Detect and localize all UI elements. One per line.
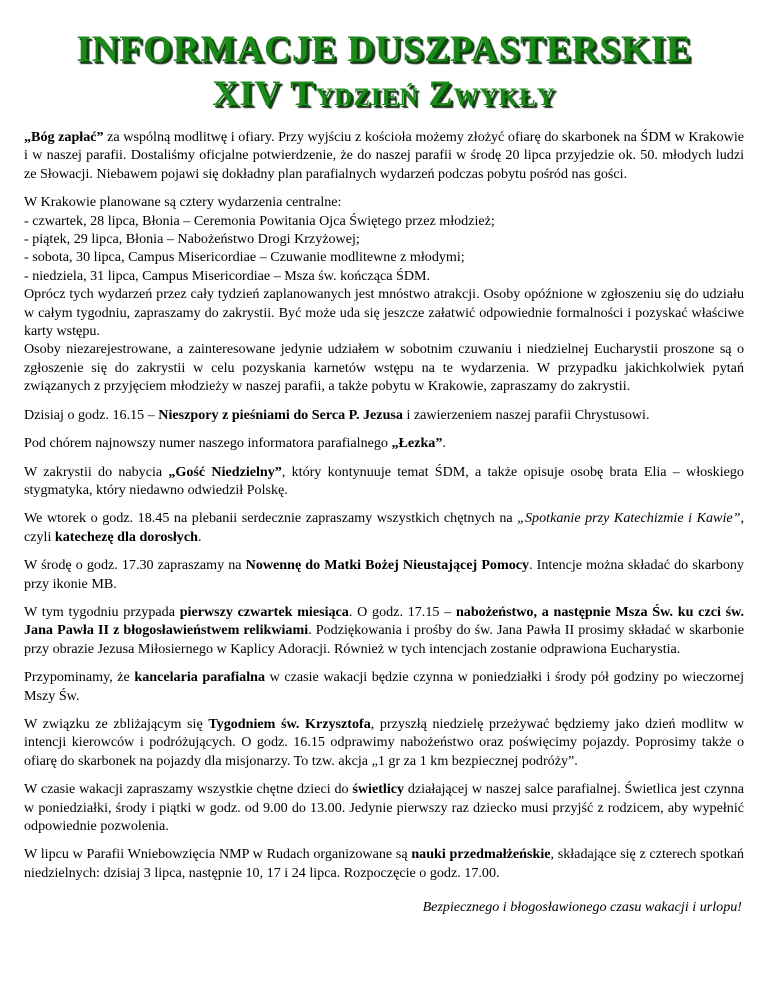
text: . (442, 435, 446, 452)
announcement-gosc (24, 463, 744, 500)
announcement-first-thursday (24, 603, 744, 658)
announcement-st-christopher (24, 715, 744, 770)
bold-text: „Gość Niedzielny” (168, 463, 282, 480)
bold-text: nauki przedmałżeńskie (411, 846, 551, 863)
text: W zakrystii do nabycia (24, 463, 169, 480)
page-subtitle: XIV Tydzień Zwykły (212, 73, 556, 113)
announcement-day-room (24, 780, 744, 835)
text: działającej w naszej salce parafialnej. Świetlica jest czynna w poniedziałki, środy i piątki w godz. od 9.00 do 13.00. Jedynie pierwszy raz dziecko musi przyjść z rodzicem, aby wypełnić odpowiednie pozwolenia. (24, 781, 745, 834)
event-item: - piątek, 29 lipca, Błonia – Nabożeństwo Drogi Krzyżowej; (24, 231, 360, 248)
closing-wish: Bezpiecznego i błogosławionego czasu wakacji i urlopu! (422, 899, 742, 916)
text: w czasie wakacji będzie czynna w poniedziałki i środy pół godziny po wieczornej Mszy Św. (24, 669, 744, 704)
bold-text: „Łezka” (391, 435, 443, 452)
wyd-details: Oprócz tych wydarzeń przez cały tydzień zaplanowanych jest mnóstwo atrakcji. Osoby opóźnione w zgłoszeniu się do udziału w całym tygodniu, zapraszamy do zakrystii. Być może uda się jeszcze załatwić odpowiednie formalności i pozyskać właściwe karty wstępu. (24, 286, 744, 340)
text: W lipcu w Parafii Wniebowzięcia NMP w Rudach organizowane są (24, 846, 412, 863)
text: . Podziękowania i prośby do św. Jana Pawła II prosimy składać w skarbonie przy obrazie Jezusa Miłosiernego w Kaplicy Adoracji. Również w tych intencjach zostanie odprawiona Eucharystia. (24, 622, 744, 657)
text: i zawierzeniem naszej parafii Chrystusowi. (402, 406, 650, 423)
bold-text: kancelaria parafialna (134, 669, 266, 686)
text: Dzisiaj o godz. 16.15 – (24, 406, 159, 423)
bold-text: nabożeństwo, a następnie Msza Św. ku czci św. Jana Pawła II z błogosławieństwem relikwiami (24, 603, 745, 639)
text: We wtorek o godz. 18.45 na plebanii serdecznie zapraszamy wszystkich chętnych na (24, 510, 518, 527)
text: , składające się z czterech spotkań niedzielnych: dzisiaj 3 lipca, następnie 10, 17 i 24 lipca. Rozpoczęcie o godz. 17.00. (24, 846, 744, 881)
text: W tym tygodniu przypada (24, 603, 180, 620)
italic-text: „Spotkanie przy Katechizmie i Kawie” (517, 510, 741, 527)
text: , przyszłą niedzielę przeżywać będziemy jako dzień modlitw w intencji kierowców i podróżujących. O godz. 16.15 odprawimy nabożeństwo oraz poświęcimy pojazdy. Poprosimy także o ofiarę do skarbonek na pojazdy dla misjonarzy. To tzw. akcja „1 gr za 1 km bezpiecznej podróży”. (24, 715, 744, 769)
announcement-lezka (24, 434, 744, 452)
text: W czasie wakacji zapraszamy wszystkie chętne dzieci do (24, 781, 353, 798)
announcement-office (24, 668, 744, 705)
text: Przypominamy, że (24, 669, 135, 686)
announcement-vespers (24, 406, 744, 424)
bold-text: pierwszy czwartek miesiąca (179, 603, 349, 620)
bold-text: katechezę dla dorosłych (54, 528, 198, 545)
announcement-catechesis (24, 509, 744, 546)
text: . Intencje można składać do skarbony przy ikonie MB. (24, 557, 744, 592)
text: W związku ze zbliżającym się (24, 715, 209, 732)
event-item: - niedziela, 31 lipca, Campus Misericordiae – Msza św. kończąca ŚDM. (24, 267, 431, 284)
text: . (197, 528, 202, 545)
wyd-unregistered: Osoby niezarejestrowane, a zainteresowane jedynie udziałem w sobotnim czuwaniu i niedzielnej Eucharystii proszone są o zgłoszenie się do zakrystii w celu pozyskania karnetów wstępu na te wydarzenia. W przypadku jakichkolwiek pytań związanych z przyjęciem młodzieży w naszej parafii, a także pobytu w Krakowie, zapraszamy do zakrystii. (24, 341, 744, 395)
event-item: - sobota, 30 lipca, Campus Misericordiae – Czuwanie modlitewne z młodymi; (24, 249, 465, 266)
text: , który kontynuuje temat ŚDM, a także opisuje osobę brata Elia – włoskiego stygmatyka, który niedawno odwiedził Polskę. (24, 463, 744, 498)
bold-text: świetlicy (352, 781, 405, 798)
page-title: INFORMACJE DUSZPASTERSKIE (76, 29, 692, 70)
wyd-intro: W Krakowie planowane są cztery wydarzenia centralne: (24, 194, 342, 211)
event-item: - czwartek, 28 lipca, Błonia – Ceremonia Powitania Ojca Świętego przez młodzież; (24, 212, 495, 229)
text: W środę o godz. 17.30 zapraszamy na (24, 557, 246, 574)
bold-text: Nieszpory z pieśniami do Serca P. Jezusa (158, 406, 403, 423)
announcement-novena (24, 556, 744, 593)
bold-text: „Bóg zapłać” (24, 129, 104, 145)
text: . O godz. 17.15 – (348, 603, 456, 620)
text: Pod chórem najnowszy numer naszego informatora parafialnego (24, 435, 392, 452)
announcements (24, 128, 744, 917)
text: , czyli (24, 510, 744, 545)
bold-text: Nowennę do Matki Bożej Nieustającej Pomocy (245, 557, 530, 574)
bold-text: Tygodniem św. Krzysztofa (208, 715, 371, 732)
announcement-premarital (24, 845, 744, 882)
text: za wspólną modlitwę i ofiary. Przy wyjściu z kościoła możemy złożyć ofiarę do skarbonek na ŚDM w Krakowie i w naszej parafii. Dostaliśmy oficjalne potwierdzenie, że do naszej parafii w środę 20 lipca przyjedzie ok. 50. młodych ludzi ze Słowacji. Niebawem pojawi się dokładny plan parafialnych wydarzeń podczas pobytu pośród nas gości. (24, 129, 744, 182)
announcement-thanks (24, 128, 744, 183)
announcement-wyd (24, 193, 744, 395)
